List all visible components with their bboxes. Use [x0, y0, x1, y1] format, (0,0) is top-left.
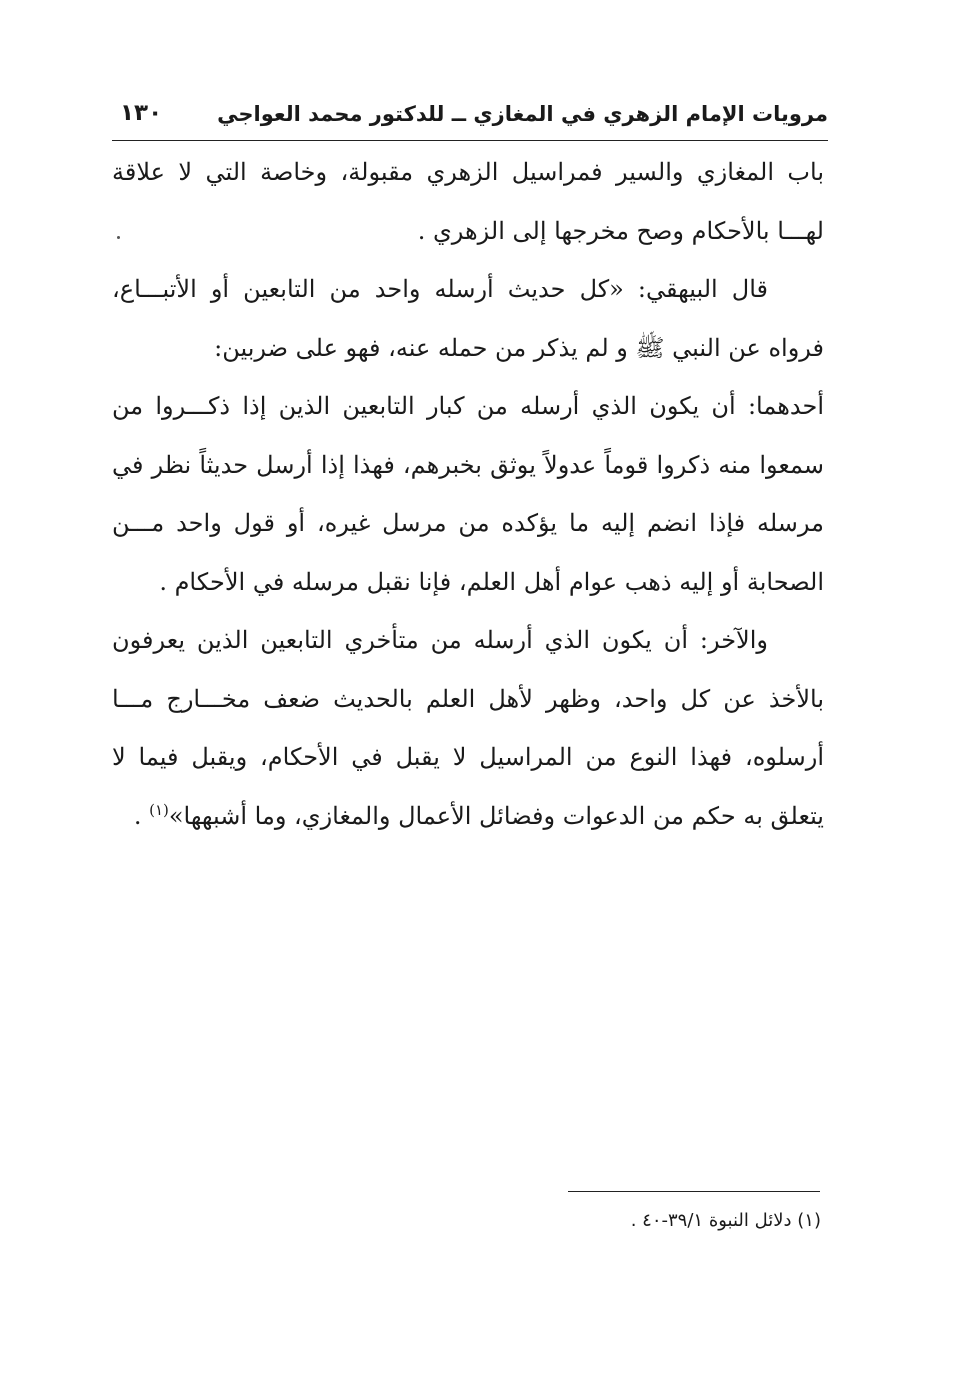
- paragraph-3: أحدهما: أن يكون الذي أرسله من كبار التابعين الذين إذا ذكـــروا من سمعوا منه ذكروا قوماً عدولاً يوثق بخبرهم، فهذا إذا أرسل حديثاً نظر في مرسله فإذا انضم إليه ما يؤكده من مرسل غيره، أو قول واحد مـــن الصحابة أو إليه ذهب عوام أهل العلم، فإنا نقبل مرسله في الأحكام .: [112, 392, 824, 596]
- footnote-rule: [568, 1191, 820, 1192]
- main-text: [112, 143, 824, 845]
- footnote-1: (١) دلائل النبوة ٣٩/١-٤٠ .: [630, 1210, 821, 1231]
- paragraph-1: باب المغازي والسير فمراسيل الزهري مقبولة، وخاصة التي لا علاقة لهـــا بالأحكام وصح مخرجها إلى الزهري .: [112, 158, 824, 245]
- running-header: [112, 98, 828, 138]
- paragraph-4-text: والآخر: أن يكون الذي أرسله من متأخري التابعين الذين يعرفون بالأخذ عن كل واحد، وظهر لأهل العلم بالحديث ضعف مخـــارج مـــا أرسلوه، فهذا النوع من المراسيل لا يقبل في الأحكام، ويقبل فيما لا يتعلق به حكم من الدعوات وفضائل الأعمال والمغازي، وما أشبهها»: [112, 626, 824, 830]
- scan-speck: [117, 236, 120, 239]
- page-number: ١٣٠: [120, 100, 163, 126]
- header-rule: [112, 140, 828, 141]
- paragraph-2: قال البيهقي: «كل حديث أرسله واحد من التابعين أو الأتبـــاع، فرواه عن النبي ﷺ و لم يذكر من حمله عنه، فهو على ضربين:: [112, 275, 824, 362]
- paragraph-4: [112, 611, 824, 845]
- footnote-reference[interactable]: (١): [149, 800, 169, 819]
- header-title: مرويات الإمام الزهري في المغازي ــ للدكتور محمد العواجي: [217, 102, 828, 126]
- paragraph-4-tail: .: [133, 801, 150, 830]
